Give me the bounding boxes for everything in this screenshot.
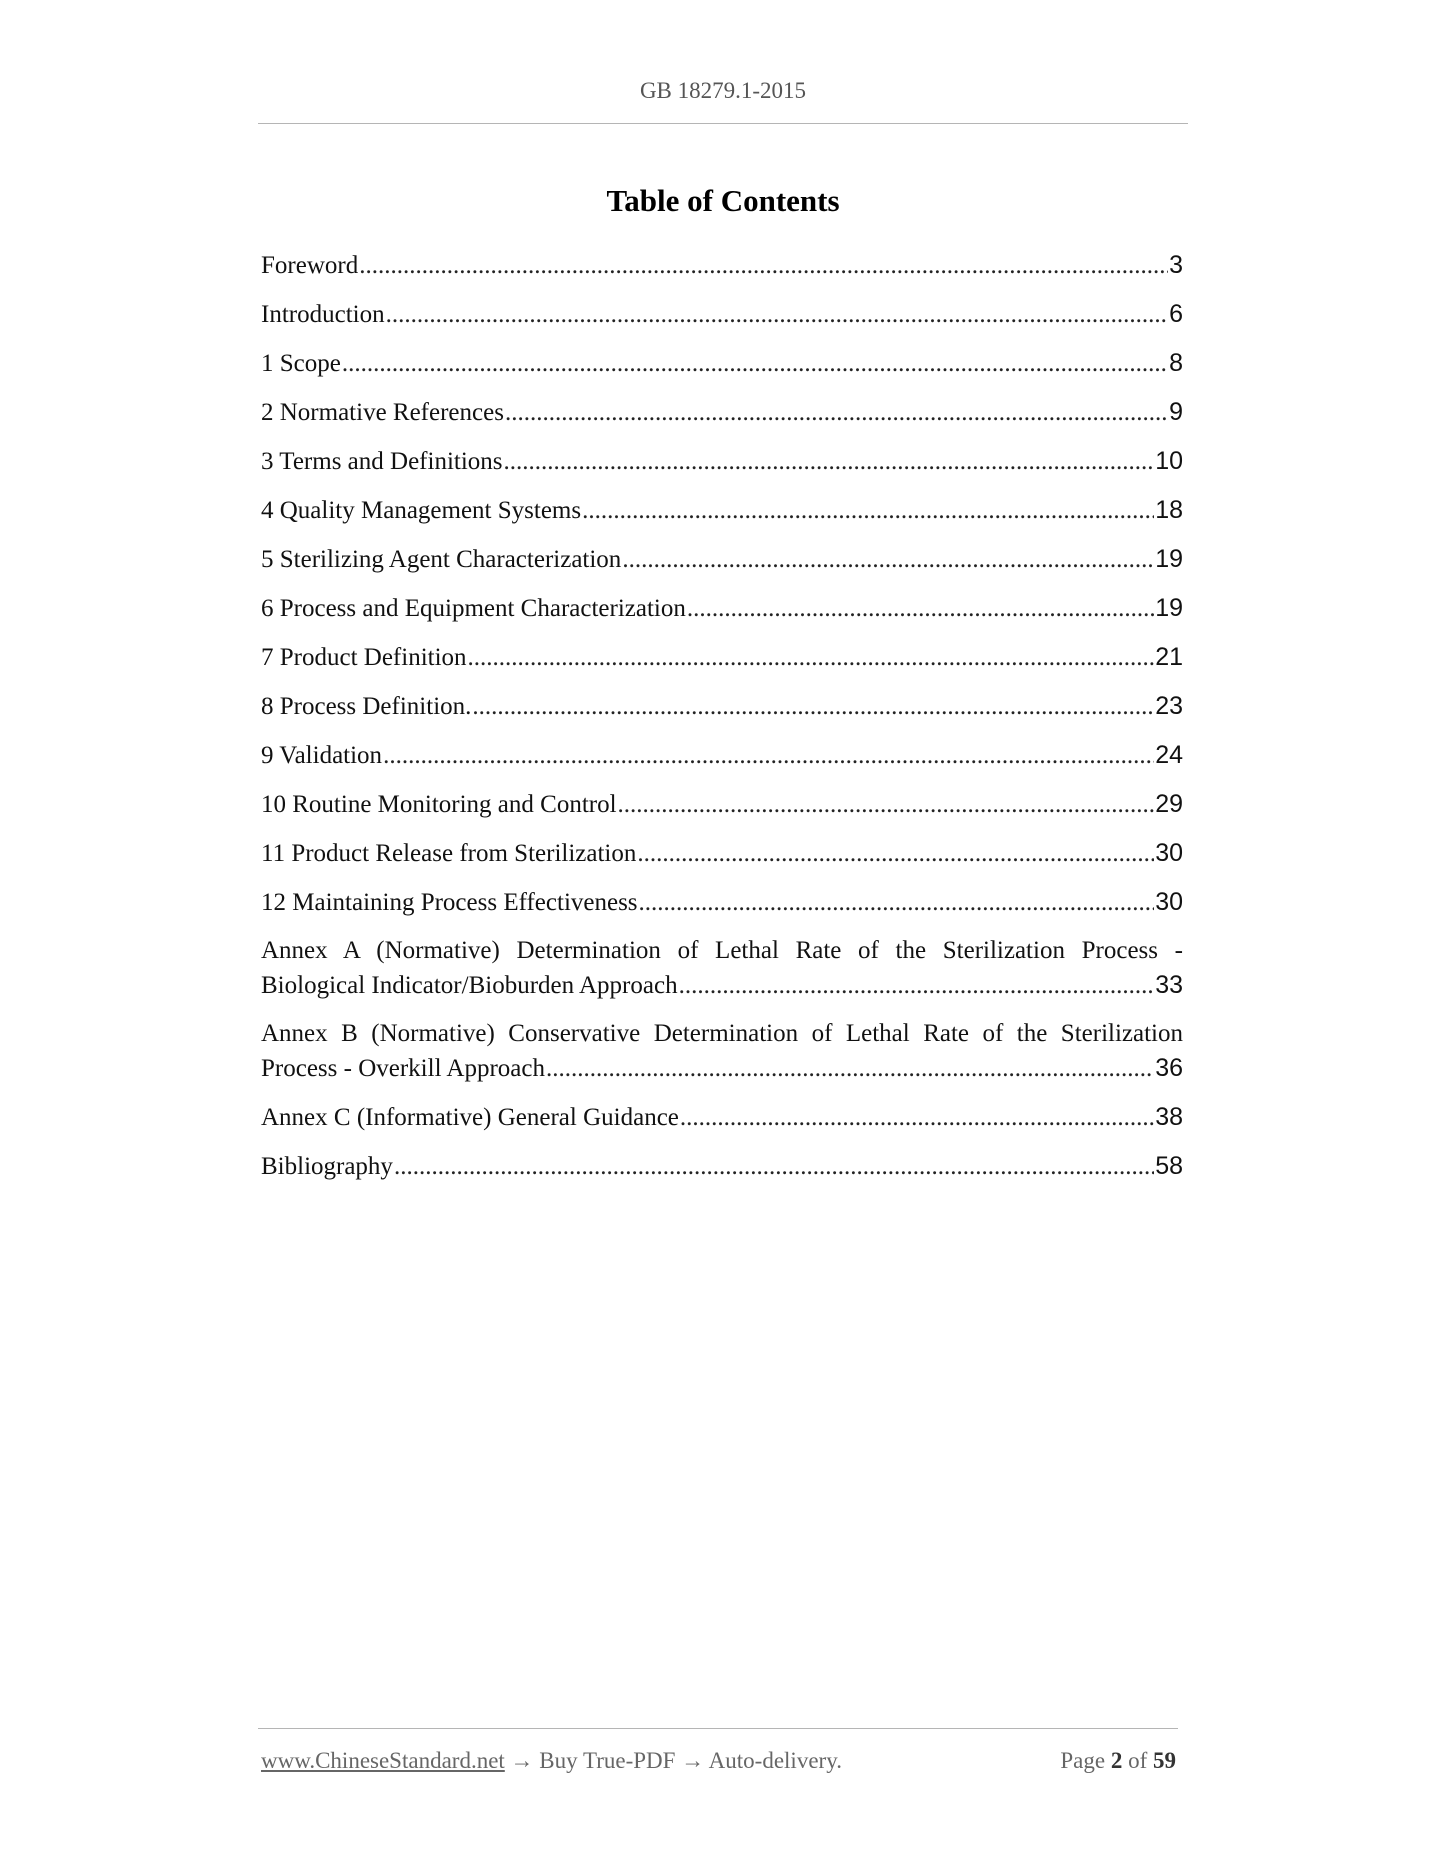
toc-list	[261, 248, 1183, 1198]
toc-entry-label: Foreword	[261, 252, 359, 279]
toc-entry-label: 11 Product Release from Sterilization	[261, 840, 637, 867]
dot-leader	[342, 347, 1168, 381]
toc-entry-label: 4 Quality Management Systems	[261, 497, 582, 524]
footer-promo	[261, 1748, 842, 1774]
toc-entry-label: Annex C (Informative) General Guidance	[261, 1104, 679, 1131]
header-divider	[258, 123, 1188, 124]
toc-entry-page: 10	[1155, 447, 1183, 475]
dot-leader	[622, 543, 1154, 577]
toc-entry-page: 19	[1155, 545, 1183, 573]
toc-entry-label: Biological Indicator/Bioburden Approach	[261, 972, 678, 999]
toc-entry-page: 36	[1155, 1054, 1183, 1082]
toc-entry-introduction[interactable]	[261, 297, 1183, 332]
toc-entry-bibliography[interactable]	[261, 1149, 1183, 1184]
toc-entry-label: 12 Maintaining Process Effectiveness	[261, 889, 638, 916]
dot-leader	[637, 837, 1154, 871]
toc-entry-label: 1 Scope	[261, 350, 341, 377]
toc-entry-label: 9 Validation	[261, 742, 383, 769]
toc-entry-page: 3	[1169, 251, 1183, 279]
toc-entry-product-definition[interactable]	[261, 640, 1183, 675]
toc-entry-label: 10 Routine Monitoring and Control	[261, 791, 617, 818]
page-footer	[261, 1748, 1176, 1774]
dot-leader	[505, 396, 1168, 430]
dot-leader	[472, 690, 1154, 724]
toc-entry-page: 23	[1155, 692, 1183, 720]
toc-entry-annex-b[interactable]	[261, 1017, 1183, 1086]
toc-entry-label: 8 Process Definition.	[261, 693, 472, 720]
dot-leader	[394, 1150, 1154, 1184]
page-word: Page	[1060, 1748, 1106, 1773]
toc-entry-process-equipment[interactable]	[261, 591, 1183, 626]
footer-divider	[258, 1728, 1178, 1729]
toc-entry-label: Bibliography	[261, 1153, 393, 1180]
toc-entry-routine-monitoring[interactable]	[261, 787, 1183, 822]
toc-entry-label: Introduction	[261, 301, 385, 328]
page-current: 2	[1110, 1748, 1123, 1773]
toc-entry-maintaining-effectiveness[interactable]	[261, 885, 1183, 920]
of-word: of	[1128, 1748, 1148, 1773]
toc-entry-page: 21	[1155, 643, 1183, 671]
dot-leader	[687, 592, 1154, 626]
toc-entry-page: 6	[1169, 300, 1183, 328]
toc-entry-page: 30	[1155, 888, 1183, 916]
toc-entry-normative-references[interactable]	[261, 395, 1183, 430]
document-id-header: GB 18279.1-2015	[639, 78, 807, 103]
delivery-text: Auto-delivery.	[708, 1748, 842, 1773]
toc-entry-foreword[interactable]	[261, 248, 1183, 283]
toc-title: Table of Contents	[606, 183, 840, 218]
toc-entry-page: 8	[1169, 349, 1183, 377]
toc-entry-sterilizing-agent[interactable]	[261, 542, 1183, 577]
toc-entry-page: 19	[1155, 594, 1183, 622]
toc-entry-page: 9	[1169, 398, 1183, 426]
dot-leader	[386, 298, 1169, 332]
page-number	[1060, 1748, 1176, 1774]
toc-entry-annex-c[interactable]	[261, 1100, 1183, 1135]
toc-entry-label: Process - Overkill Approach	[261, 1055, 545, 1082]
toc-entry-label: 5 Sterilizing Agent Characterization	[261, 546, 622, 573]
dot-leader	[359, 249, 1168, 283]
toc-entry-label-line1: Annex A (Normative) Determination of Lethal Rate of the Sterilization Process -	[261, 937, 1183, 964]
toc-entry-page: 18	[1155, 496, 1183, 524]
toc-entry-label: 3 Terms and Definitions	[261, 448, 503, 475]
toc-entry-page: 58	[1155, 1152, 1183, 1180]
buy-text: Buy True-PDF	[539, 1748, 676, 1773]
page-total: 59	[1153, 1748, 1176, 1773]
arrow-right-icon: →	[510, 1748, 534, 1773]
dot-leader	[504, 445, 1155, 479]
toc-entry-process-definition[interactable]	[261, 689, 1183, 724]
toc-entry-label: 7 Product Definition	[261, 644, 467, 671]
toc-entry-scope[interactable]	[261, 346, 1183, 381]
toc-entry-page: 38	[1155, 1103, 1183, 1131]
toc-entry-annex-a[interactable]	[261, 934, 1183, 1003]
toc-entry-page: 29	[1155, 790, 1183, 818]
dot-leader	[680, 1101, 1154, 1135]
toc-entry-terms-definitions[interactable]	[261, 444, 1183, 479]
toc-entry-validation[interactable]	[261, 738, 1183, 773]
dot-leader	[679, 969, 1155, 1003]
arrow-right-icon: →	[681, 1748, 705, 1773]
dot-leader	[546, 1052, 1154, 1086]
toc-entry-quality-management[interactable]	[261, 493, 1183, 528]
site-link[interactable]: www.ChineseStandard.net	[261, 1748, 505, 1773]
toc-entry-page: 24	[1155, 741, 1183, 769]
dot-leader	[639, 886, 1155, 920]
toc-entry-label: 6 Process and Equipment Characterization	[261, 595, 686, 622]
toc-entry-label: 2 Normative References	[261, 399, 504, 426]
toc-entry-product-release[interactable]	[261, 836, 1183, 871]
dot-leader	[468, 641, 1155, 675]
toc-entry-label-line1: Annex B (Normative) Conservative Determination of Lethal Rate of the Sterilization	[261, 1020, 1183, 1047]
toc-entry-page: 33	[1155, 971, 1183, 999]
dot-leader	[618, 788, 1155, 822]
dot-leader	[582, 494, 1154, 528]
dot-leader	[383, 739, 1154, 773]
toc-entry-page: 30	[1155, 839, 1183, 867]
